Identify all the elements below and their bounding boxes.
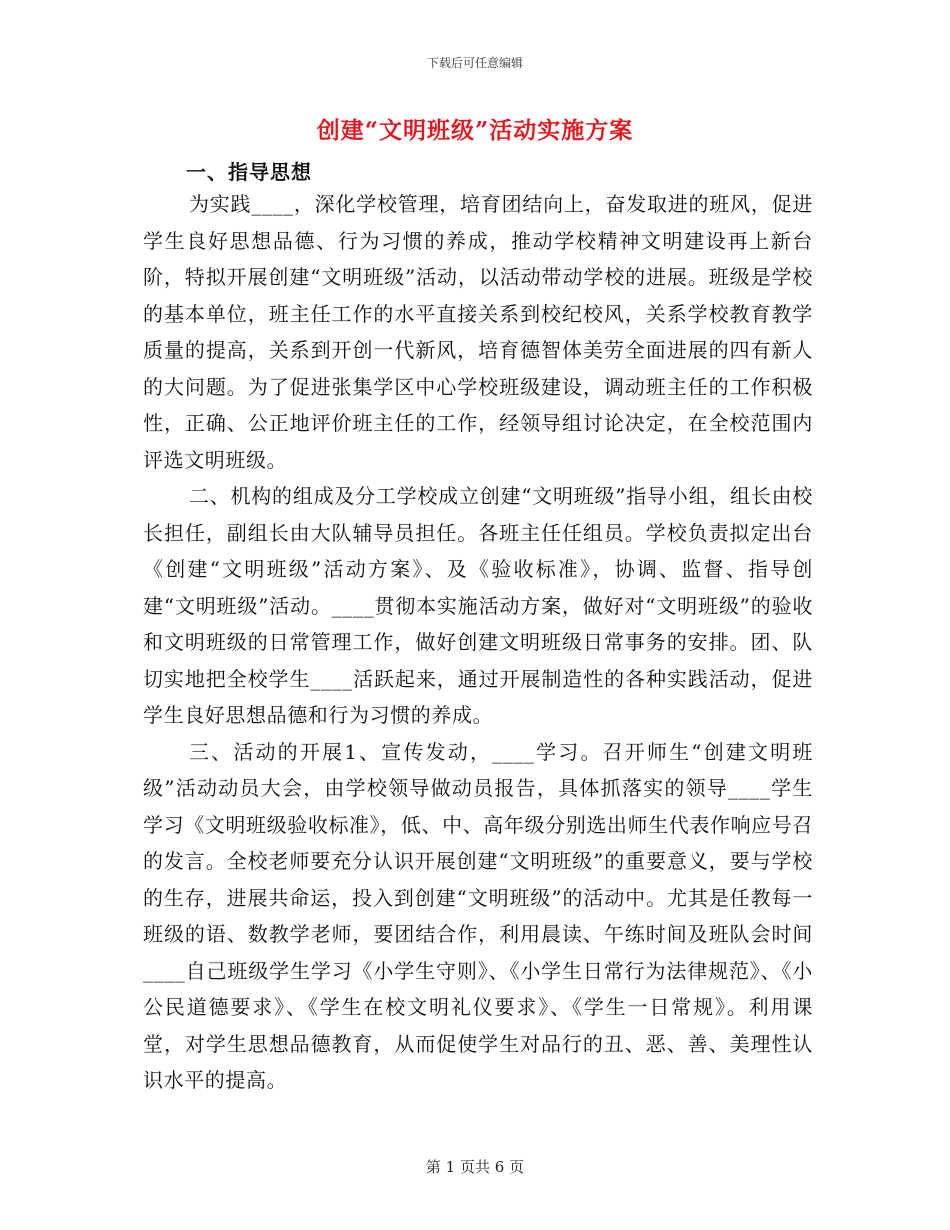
document-body bbox=[143, 186, 813, 1099]
paragraph-guiding-ideology: 为实践____，深化学校管理，培育团结向上，奋发取进的班风，促进学生良好思想品德、行为习惯的养成，推动学校精神文明建设再上新台阶，特拟开展创建“文明班级”活动，以活动带动学校的进展。班级是学校的基本单位，班主任工作的水平直接关系到校纪校风，关系学校教育教学质量的提高，关系到开创一代新风，培育德智体美劳全面进展的四有新人的大问题。为了促进张集学区中心学校班级建设，调动班主任的工作积极性，正确、公正地评价班主任的工作，经领导组讨论决定，在全校范围内评选文明班级。 bbox=[143, 192, 813, 472]
paragraph-activities: 三、活动的开展1、宣传发动，____学习。召开师生“创建文明班级”活动动员大会，由学校领导做动员报告，具体抓落实的领导____学生学习《文明班级验收标准》，低、中、高年级分别选出师生代表作响应号召的发言。全校老师要充分认识开展创建“文明班级”的重要意义，要与学校的生存，进展共命运，投入到创建“文明班级”的活动中。尤其是任教每一班级的语、数教学老师，要团结合作，利用晨读、午练时间及班队会时间____自己班级学生学习《小学生守则》、《小学生日常行为法律规范》、《小公民道德要求》、《学生在校文明礼仪要求》、《学生一日常规》。利用课堂，对学生思想品德教育，从而促使学生对品行的丑、恶、善、美理性认识水平的提高。 bbox=[143, 739, 813, 1092]
paragraph-organization: 二、机构的组成及分工学校成立创建“文明班级”指导小组，组长由校长担任，副组长由大队辅导员担任。各班主任任组员。学校负责拟定出台《创建“文明班级”活动方案》、及《验收标准》，协调、监督、指导创建“文明班级”活动。____贯彻本实施活动方案，做好对“文明班级”的验收和文明班级的日常管理工作，做好创建文明班级日常事务的安排。团、队切实地把全校学生____活跃起来，通过开展制造性的各种实践活动，促进学生良好思想品德和行为习惯的养成。 bbox=[143, 484, 813, 727]
document-title: 创建“文明班级”活动实施方案 bbox=[316, 117, 634, 144]
page-header-note: 下载后可任意编辑 bbox=[426, 56, 523, 70]
section-heading-guiding-ideology: 一、指导思想 bbox=[186, 160, 312, 184]
page-number-footer: 第 1 页共 6 页 bbox=[425, 1158, 525, 1176]
